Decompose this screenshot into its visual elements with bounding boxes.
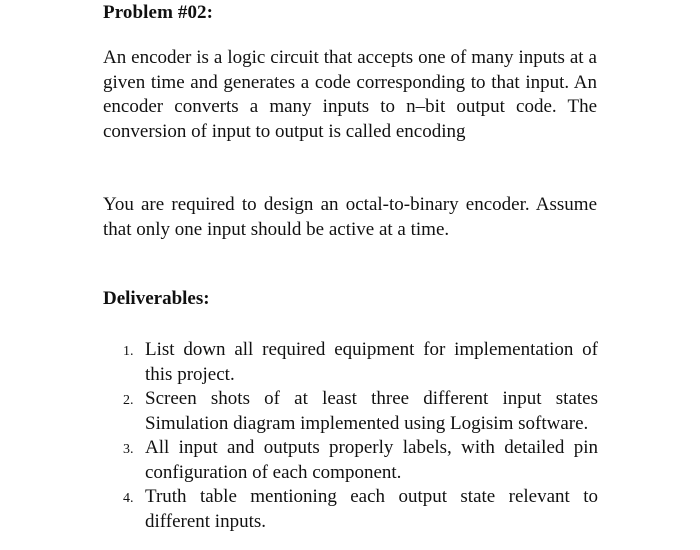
encoder-description-paragraph: An encoder is a logic circuit that accepts one of many inputs at a given time and generates a code corresponding to that input. An encoder converts a many inputs to n–bit output code. The conversion of input to output is called encoding — [103, 47, 597, 142]
list-item — [118, 485, 598, 534]
list-item-number: 4. — [123, 491, 134, 506]
list-item-number: 1. — [123, 344, 134, 359]
list-item — [118, 338, 598, 387]
task-paragraph: You are required to design an octal-to-binary encoder. Assume that only one input should be active at a time. — [103, 194, 597, 240]
list-item-number: 2. — [123, 393, 134, 408]
list-item-text: All input and outputs properly labels, with detailed pin configuration of each component. — [145, 437, 598, 483]
list-item — [118, 436, 598, 485]
list-item-number: 3. — [123, 442, 134, 457]
problem-title: Problem #02: — [103, 2, 214, 23]
list-item-text: List down all required equipment for implementation of this project. — [145, 339, 598, 385]
list-item — [118, 387, 598, 436]
deliverables-heading: Deliverables: — [103, 288, 210, 309]
deliverables-list — [118, 338, 598, 534]
list-item-text: Truth table mentioning each output state relevant to different inputs. — [145, 486, 598, 532]
list-item-text: Screen shots of at least three different input states Simulation diagram implemented using Logisim software. — [145, 388, 598, 434]
